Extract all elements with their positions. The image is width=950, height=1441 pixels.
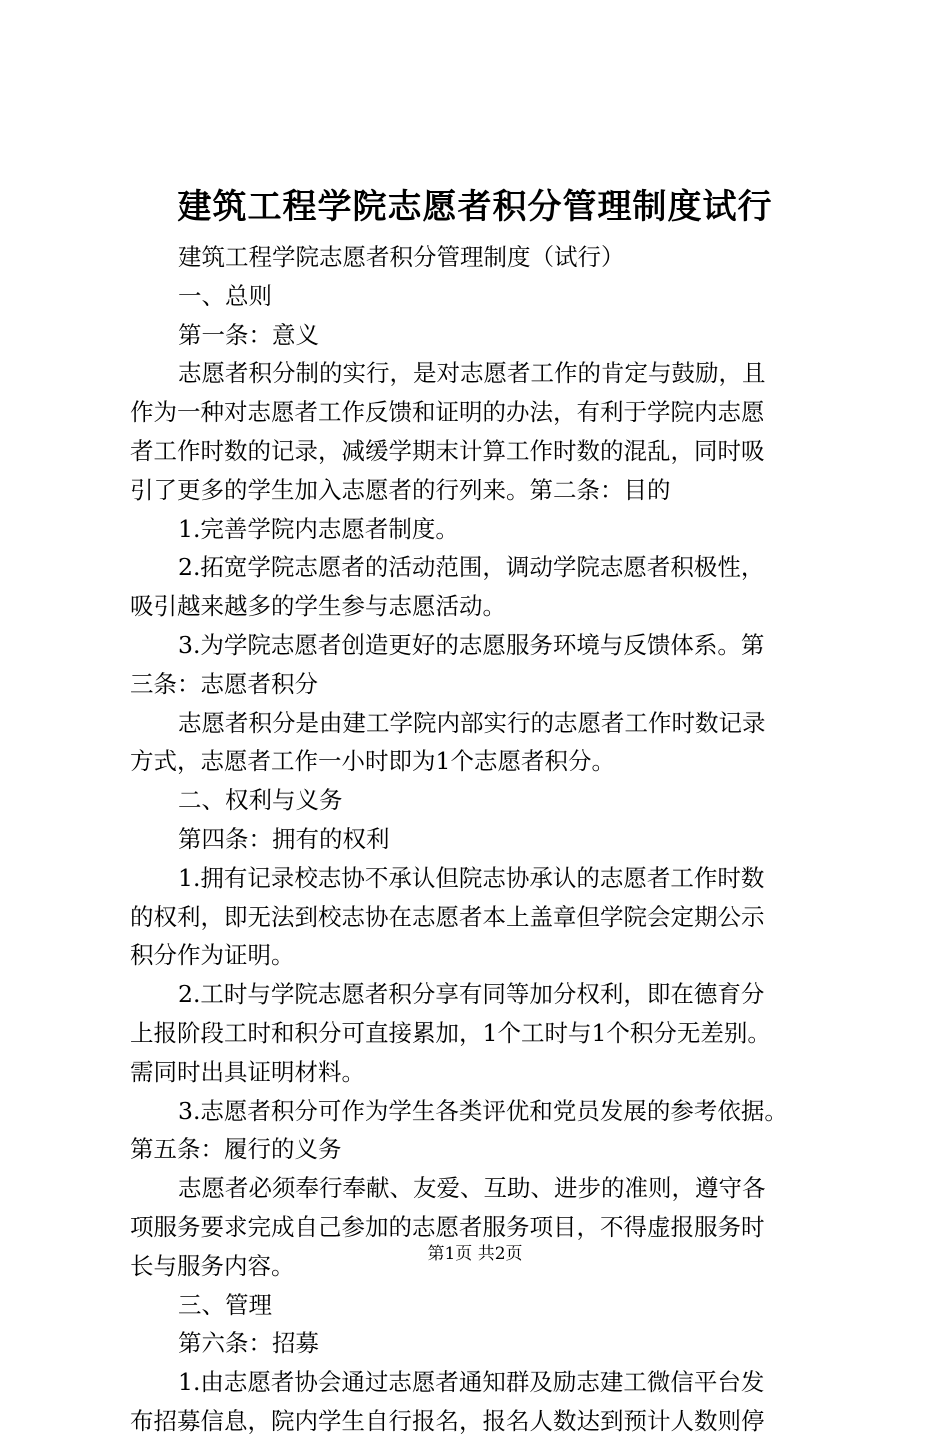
body-line: 上报阶段工时和积分可直接累加，1个工时与1个积分无差别。 [130, 1018, 771, 1047]
body-line: 3.志愿者积分可作为学生各类评优和党员发展的参考依据。 [178, 1096, 788, 1125]
body-line: 第四条：拥有的权利 [178, 824, 390, 853]
body-line: 二、权利与义务 [178, 786, 343, 815]
body-line: 三、管理 [178, 1290, 272, 1319]
body-line: 吸引越来越多的学生参与志愿活动。 [130, 592, 506, 621]
body-line: 者工作时数的记录，减缓学期末计算工作时数的混乱，同时吸 [130, 436, 765, 465]
body-line: 第五条：履行的义务 [130, 1135, 342, 1164]
body-line: 方式，志愿者工作一小时即为1个志愿者积分。 [130, 747, 615, 776]
body-line: 长与服务内容。 [130, 1251, 295, 1280]
body-line: 第一条：意义 [178, 320, 319, 349]
body-line: 志愿者积分制的实行，是对志愿者工作的肯定与鼓励，且 [178, 359, 766, 388]
body-line: 志愿者必须奉行奉献、友爱、互助、进步的准则，遵守各 [178, 1174, 766, 1203]
body-line: 引了更多的学生加入志愿者的行列来。第二条：目的 [130, 475, 671, 504]
body-line: 1.完善学院内志愿者制度。 [178, 514, 459, 543]
body-line: 2.拓宽学院志愿者的活动范围，调动学院志愿者积极性， [178, 553, 765, 582]
body-line: 1.拥有记录校志协不承认但院志协承认的志愿者工作时数 [178, 863, 765, 892]
body-line: 志愿者积分是由建工学院内部实行的志愿者工作时数记录 [178, 708, 766, 737]
body-line: 1.由志愿者协会通过志愿者通知群及励志建工微信平台发 [178, 1368, 765, 1397]
page-footer: 第1页 共2页 [427, 1244, 523, 1264]
body-line: 建筑工程学院志愿者积分管理制度（试行） [178, 243, 625, 271]
body-line: 作为一种对志愿者工作反馈和证明的办法，有利于学院内志愿 [130, 398, 765, 427]
body-line: 第六条：招募 [178, 1329, 319, 1358]
body-line: 一、总则 [178, 281, 272, 310]
body-line: 2.工时与学院志愿者积分享有同等加分权利，即在德育分 [178, 980, 765, 1009]
body-line: 需同时出具证明材料。 [130, 1057, 365, 1086]
body-line: 三条：志愿者积分 [130, 669, 318, 698]
body-line: 积分作为证明。 [130, 941, 295, 970]
body-line: 的权利，即无法到校志协在志愿者本上盖章但学院会定期公示 [130, 902, 765, 931]
body-line: 项服务要求完成自己参加的志愿者服务项目，不得虚报服务时 [130, 1212, 765, 1241]
body-line: 3.为学院志愿者创造更好的志愿服务环境与反馈体系。第 [178, 630, 765, 659]
body-line: 布招募信息，院内学生自行报名，报名人数达到预计人数则停 [130, 1406, 765, 1435]
document-title: 建筑工程学院志愿者积分管理制度试行 [177, 187, 773, 227]
